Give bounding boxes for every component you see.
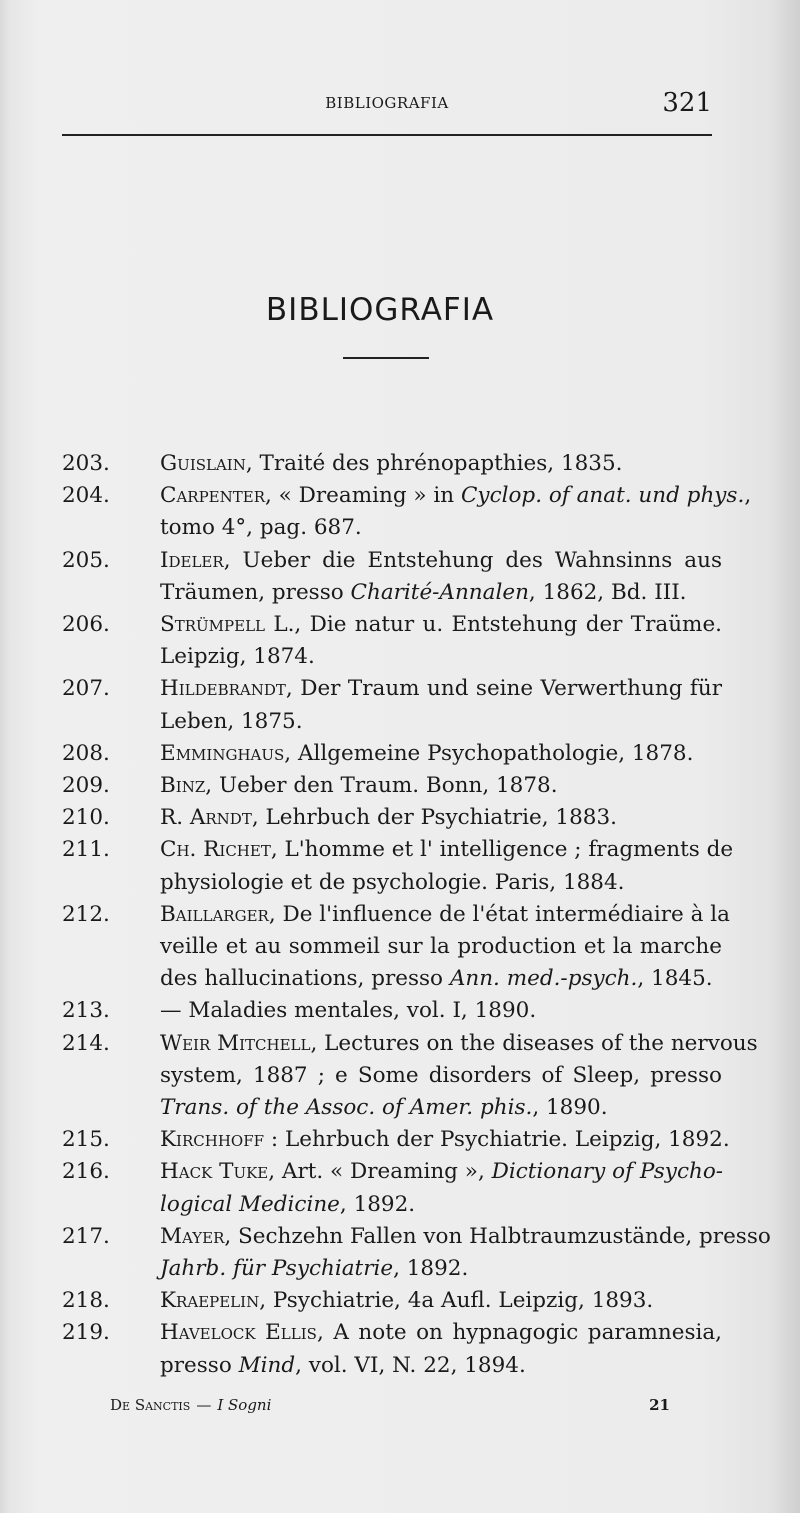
entry-line	[160, 1124, 730, 1156]
entry-text: , 1845.	[637, 966, 713, 992]
entry-text: veille et au sommeil sur la production et la marche	[160, 934, 722, 960]
entry-line	[160, 480, 752, 512]
entry-text: Leipzig, 1874.	[160, 644, 315, 670]
entry-author: Emminghaus	[160, 740, 285, 766]
page-number: 321	[662, 88, 712, 118]
entry-author: Kraepelin	[160, 1288, 260, 1314]
entry-italic-title: Cyclop. of anat. und phys.	[460, 483, 745, 509]
bibliography-entry	[62, 448, 722, 480]
entry-line	[160, 1317, 722, 1349]
entry-line	[160, 899, 730, 931]
entry-line	[160, 609, 722, 641]
bibliography-entry	[62, 899, 730, 996]
entry-text: : Lehrbuch der Psychiatrie. Leipzig, 1892.	[264, 1127, 730, 1153]
entry-line	[160, 577, 722, 609]
running-head-title: BIBLIOGRAFIA	[325, 94, 449, 112]
bibliography-entry	[62, 1124, 730, 1156]
entry-text: Leben, 1875.	[160, 708, 303, 734]
footer-dash: —	[196, 1396, 212, 1414]
entry-number: 207 .	[62, 673, 110, 705]
entry-line	[160, 1028, 758, 1060]
entry-text: — Maladies mentales, vol. I, 1890.	[160, 998, 537, 1024]
entry-text: , Lehrbuch der Psychiatrie, 1883.	[251, 805, 617, 831]
bibliography-entry	[62, 1028, 758, 1125]
entry-line	[160, 1253, 722, 1285]
entry-line	[160, 512, 722, 544]
entry-text: , De l'influence de l'état intermédiaire à la	[268, 901, 730, 927]
entry-text: presso	[160, 1352, 239, 1378]
entry-text: , Der Traum und seine Verwerthung für	[285, 676, 722, 702]
bibliography-entry	[62, 1285, 722, 1317]
entry-number: 217 .	[62, 1221, 110, 1253]
entry-author: Ch. Richet	[160, 837, 271, 863]
entry-text: , Ueber die Entstehung des Wahnsinns aus	[223, 547, 722, 573]
entry-line	[160, 1221, 771, 1253]
entry-author: Guislain	[160, 451, 246, 476]
entry-number: 214 .	[62, 1028, 110, 1060]
entry-number: 204 .	[62, 480, 110, 512]
entry-text: , Psychiatrie, 4a Aufl. Leipzig, 1893.	[259, 1288, 654, 1314]
entry-text: , vol. VI, N. 22, 1894.	[295, 1352, 526, 1378]
entry-number: 212 .	[62, 899, 110, 931]
entry-number: 218 .	[62, 1285, 110, 1317]
entry-number: 210 .	[62, 802, 110, 834]
entry-text: , Ueber den Traum. Bonn, 1878.	[205, 773, 558, 799]
entry-text: , « Dreaming » in	[265, 483, 461, 509]
entry-italic-title: Jahrb. für Psychiatrie	[160, 1256, 394, 1282]
entry-author: Havelock Ellis	[160, 1320, 317, 1346]
entry-text: L., Die natur u. Entstehung der Traüme.	[265, 612, 722, 638]
entry-line	[160, 931, 722, 963]
entry-number: 206 .	[62, 609, 110, 641]
entry-line	[160, 641, 722, 673]
page-footer	[110, 1396, 670, 1414]
entry-author: Hack Tuke	[160, 1159, 269, 1185]
entry-text: des hallucinations, presso	[160, 966, 450, 992]
bibliography-list	[62, 448, 771, 1382]
bibliography-entry	[62, 1221, 771, 1285]
entry-author: Strümpell	[160, 612, 265, 638]
entry-text: R.	[160, 805, 190, 831]
entry-line	[160, 963, 722, 995]
entry-line	[160, 1189, 722, 1221]
entry-author: Baillarger	[160, 901, 269, 927]
entry-author: Binz	[160, 773, 206, 799]
bibliography-entry	[62, 609, 722, 673]
entry-text: physiologie et de psychologie. Paris, 1884.	[160, 869, 625, 895]
entry-line	[160, 448, 722, 480]
title-rule	[343, 357, 429, 359]
entry-line	[160, 770, 722, 802]
entry-line	[160, 1092, 722, 1124]
entry-text: , 1892.	[393, 1256, 469, 1282]
entry-author: Ideler	[160, 547, 224, 573]
entry-number: 211 .	[62, 834, 110, 866]
entry-author: Hildebrandt	[160, 676, 286, 702]
entry-number: 208 .	[62, 738, 110, 770]
bibliography-entry	[62, 673, 722, 737]
header-rule	[62, 134, 712, 136]
entry-line	[160, 834, 734, 866]
entry-text: system, 1887 ; e Some disorders of Sleep, presso	[160, 1062, 722, 1088]
entry-text: , Art. « Dreaming »,	[268, 1159, 492, 1185]
bibliography-entry	[62, 1317, 722, 1381]
entry-text: ,	[744, 483, 752, 509]
entry-author: Arndt	[189, 805, 252, 831]
bibliography-entry	[62, 770, 722, 802]
entry-author: Kirchhoff	[160, 1127, 265, 1153]
entry-line	[160, 995, 722, 1027]
entry-text: , A note on hypnagogic paramnesia,	[316, 1320, 723, 1346]
entry-text: , 1862, Bd. III.	[528, 579, 687, 605]
entry-text: , Traité des phrénopapthies, 1835.	[245, 451, 623, 476]
entry-italic-title: Charité-Annalen	[350, 579, 529, 605]
bibliography-entry	[62, 738, 722, 770]
entry-line	[160, 1350, 722, 1382]
entry-italic-title: Dictionary of Psycho-	[491, 1159, 724, 1185]
entry-line	[160, 673, 722, 705]
entry-line	[160, 802, 722, 834]
bibliography-entry	[62, 802, 722, 834]
bibliography-entry	[62, 480, 752, 544]
entry-number: 219 .	[62, 1317, 110, 1349]
entry-text: , L'homme et l' intelligence ; fragments de	[270, 837, 734, 863]
entry-text: , 1890.	[532, 1095, 608, 1121]
entry-number: 216 .	[62, 1156, 110, 1188]
entry-line	[160, 706, 722, 738]
entry-line	[160, 545, 722, 577]
bibliography-entry	[62, 545, 722, 609]
bibliography-entry	[62, 1156, 722, 1220]
entry-number: 215 .	[62, 1124, 110, 1156]
entry-line	[160, 1285, 722, 1317]
entry-text: , Allgemeine Psychopathologie, 1878.	[284, 740, 694, 766]
bibliography-entry	[62, 834, 734, 898]
entry-line	[160, 1060, 722, 1092]
entry-text: , Sechzehn Fallen von Halbtraumzustände, presso	[224, 1223, 771, 1249]
entry-number: 203 .	[62, 448, 110, 480]
entry-number: 205 .	[62, 545, 110, 577]
entry-italic-title: logical Medicine	[160, 1191, 340, 1217]
entry-line	[160, 867, 722, 899]
entry-italic-title: Mind	[238, 1352, 296, 1378]
entry-author: Carpenter	[160, 483, 265, 509]
section-title: BIBLIOGRAFIA	[265, 292, 495, 328]
entry-number: 213 .	[62, 995, 110, 1027]
footer-author: De Sanctis	[110, 1396, 191, 1414]
entry-text: , Lectures on the diseases of the nervous	[310, 1030, 758, 1056]
entry-italic-title: Ann. med.-psych.	[449, 966, 638, 992]
bibliography-entry	[62, 995, 722, 1027]
entry-text: , 1892.	[339, 1191, 416, 1217]
entry-text: tomo 4°, pag. 687.	[160, 515, 362, 541]
running-head	[62, 88, 712, 124]
entry-line	[160, 1156, 722, 1188]
footer-work-title: I Sogni	[217, 1396, 272, 1414]
entry-italic-title: Trans. of the Assoc. of Amer. phis.	[160, 1095, 533, 1121]
entry-author: Weir Mitchell	[160, 1030, 311, 1056]
entry-number: 209 .	[62, 770, 110, 802]
sheet-signature-number: 21	[649, 1396, 670, 1414]
entry-line	[160, 738, 722, 770]
entry-text: Träumen, presso	[160, 579, 351, 605]
entry-author: Mayer	[160, 1223, 225, 1249]
